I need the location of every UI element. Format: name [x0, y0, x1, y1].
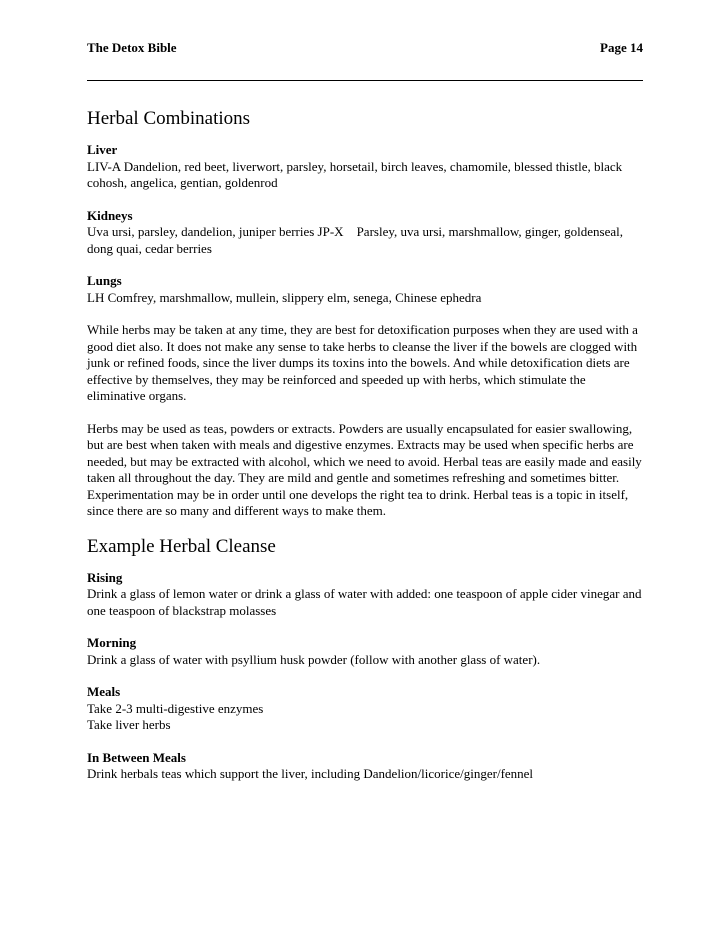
section-heading-example-herbal-cleanse: Example Herbal Cleanse — [87, 535, 276, 557]
cleanse-step-text: Take 2-3 multi-digestive enzymes — [87, 700, 264, 716]
herb-group-text: LH Comfrey, marshmallow, mullein, slippery elm, senega, Chinese ephedra — [87, 289, 482, 305]
cleanse-step-text: Drink a glass of lemon water or drink a glass of water with added: one teaspoon of apple cider vinegar and one teaspoon of blackstrap molasses — [87, 586, 642, 618]
herb-group-label: Kidneys — [87, 207, 133, 223]
section-heading-herbal-combinations: Herbal Combinations — [87, 108, 251, 129]
cleanse-step-label: Meals — [87, 684, 121, 699]
cleanse-step-label: Morning — [87, 635, 137, 650]
herb-group-kidneys — [87, 208, 643, 258]
herb-group-text: Uva ursi, parsley, dandelion, juniper berries JP-X Parsley, uva ursi, marshmallow, ginger, goldenseal, dong quai, cedar berries — [87, 224, 627, 256]
herb-group-label: Liver — [87, 142, 118, 157]
header-divider — [87, 80, 643, 81]
page-number: Page 14 — [600, 40, 643, 55]
cleanse-step-text: Take liver herbs — [87, 717, 171, 732]
cleanse-step-label: Rising — [87, 569, 123, 585]
page-header — [87, 40, 643, 56]
body-paragraph: Herbs may be used as teas, powders or extracts. Powders are usually encapsulated for easier swallowing, but are best when taken with meals and digestive enzymes. Extracts may be used when specific herbs are needed, but may be extracted with alcohol, which we need to avoid. Herbal teas are easily made and easily taken all throughout the day. They are mild and gentle and sometimes refreshing and sometimes bitter. Experimentation may be in order until one develops the right tea to drink. Herbal teas is a topic in itself, since there are so many and different ways to make them. — [87, 420, 642, 518]
cleanse-step-morning — [87, 635, 643, 668]
cleanse-step-text: Drink a glass of water with psyllium husk powder (follow with another glass of water). — [87, 651, 541, 667]
body-paragraph: While herbs may be taken at any time, they are best for detoxification purposes when they are used with a good diet also. It does not make any sense to take herbs to cleanse the liver if the bowels are clogged with junk or refined foods, since the liver dumps its toxins into the bowels. And while detoxification diets are effective by themselves, they may be reinforced and speeded up with herbs, which stimulate the eliminative organs. — [87, 322, 638, 403]
cleanse-step-label: In Between Meals — [87, 749, 186, 765]
cleanse-step-meals — [87, 684, 643, 734]
cleanse-step-text: Drink herbals teas which support the liver, including Dandelion/licorice/ginger/fennel — [87, 766, 534, 781]
cleanse-step-in-between-meals — [87, 750, 643, 783]
document-title: The Detox Bible — [87, 40, 177, 55]
herb-group-text: LIV-A Dandelion, red beet, liverwort, parsley, horsetail, birch leaves, chamomile, blessed thistle, black cohosh, angelica, gentian, goldenrod — [87, 158, 623, 190]
herb-group-liver — [87, 142, 643, 192]
page-body — [87, 108, 643, 799]
herb-group-label: Lungs — [87, 273, 122, 288]
cleanse-step-rising — [87, 570, 643, 620]
herb-group-lungs — [87, 273, 643, 306]
